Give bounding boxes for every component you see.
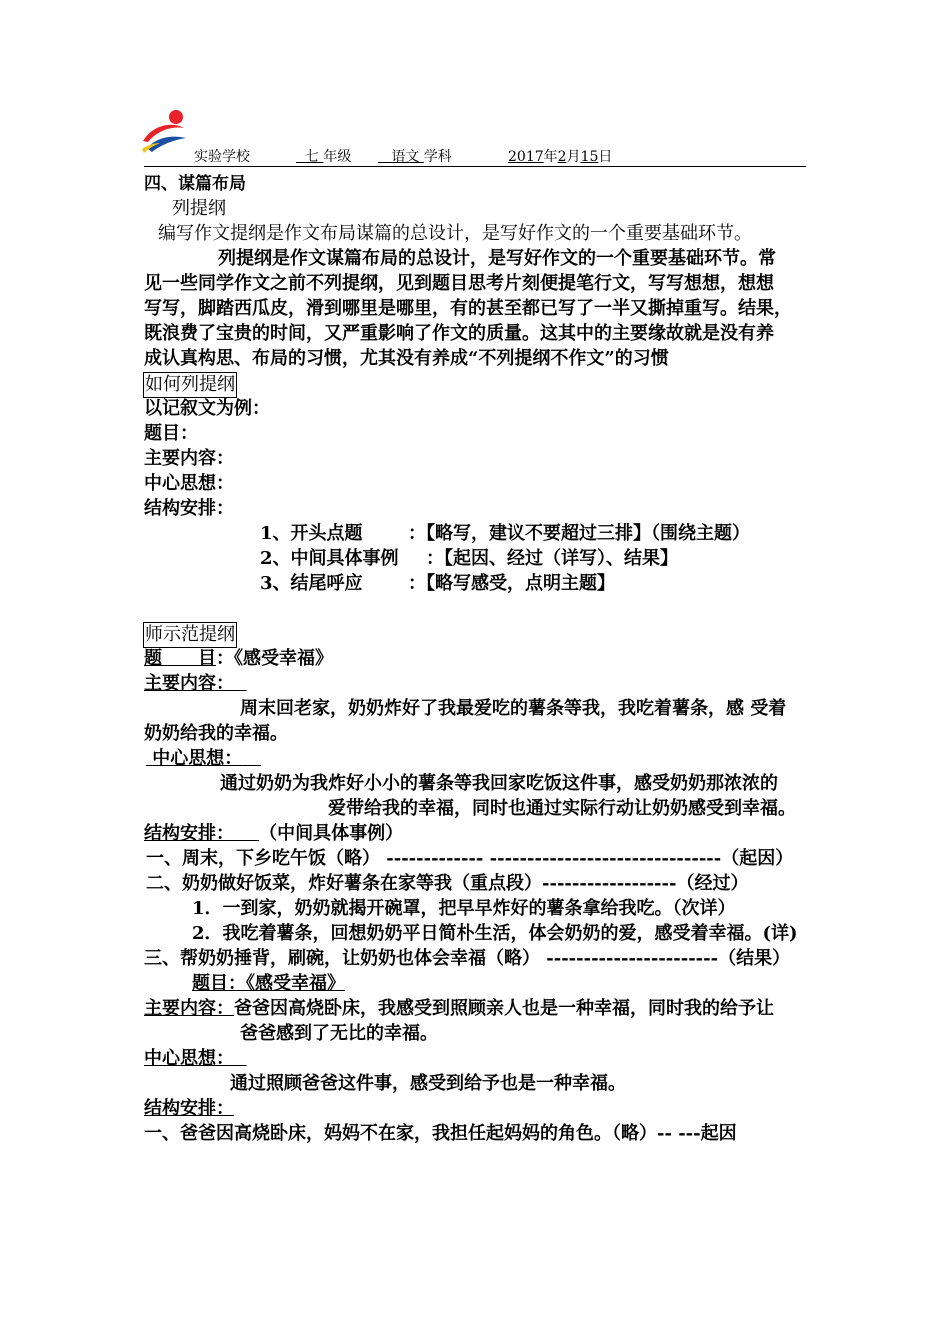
structure-label: 2、中间具体事例 [260, 548, 399, 569]
sample2-step: 一、爸爸因高烧卧床，妈妈不在家，我担任起妈妈的角色。（略）-- ---起因 [144, 1123, 737, 1144]
sample2-content-label: 主要内容： [144, 998, 234, 1019]
header-grade-suffix: 年级 [323, 149, 352, 165]
sample-content-label: 主要内容： [144, 673, 234, 694]
header-subject [378, 148, 452, 166]
header-year: 2017 [508, 149, 544, 165]
sample-title-label: 题 目 [144, 648, 216, 669]
header-day: 15 [580, 149, 599, 165]
header-month: 2 [557, 149, 567, 165]
sample-center-label: 中心思想： [152, 748, 243, 769]
sample-step: 三、帮奶奶捶背，刷碗，让奶奶也体会幸福（略） -----------------------（结果） [144, 948, 791, 969]
sample-step: 一、周末，下乡吃午饭（略） ------------- -------------------------------（起因） [146, 848, 794, 869]
header-month-suffix: 月 [566, 149, 581, 165]
structure-label: 3、结尾呼应 [260, 573, 363, 594]
sample2-content-line: 爸爸因高烧卧床，我感受到照顾亲人也是一种幸福，同时我的给予让 [234, 998, 774, 1019]
sample-box-label: 师示范提纲 [143, 622, 237, 648]
header-rule [144, 166, 806, 167]
header-grade [296, 148, 351, 166]
sample-content-line: 周末回老家，奶奶炸好了我最爱吃的薯条等我，我吃着薯条，感 受着 [240, 698, 787, 719]
para-line: 既浪费了宝贵的时间，又严重影响了作文的质量。这其中的主要缘故就是没有养 [144, 323, 774, 344]
para-line: 成认真构思、布局的习惯，尤其没有养成“不列提纲不作文”的习惯 [144, 348, 669, 369]
sample-title [144, 647, 333, 671]
sample2-title: 题目：《感受幸福》 [192, 973, 345, 994]
sample-substep: 1．一到家，奶奶就揭开碗罩，把早早炸好的薯条拿给我吃。（次详） [192, 898, 736, 919]
howto-example-intro: 以记叙文为例： [144, 398, 270, 419]
sample2-structure-label: 结构安排： [144, 1098, 234, 1119]
structure-desc: ：【起因、经过（详写）、结果】 [426, 548, 678, 569]
header-year-suffix: 年 [543, 149, 558, 165]
sample-content-line: 奶奶给我的幸福。 [144, 723, 288, 744]
howto-field: 题目： [144, 423, 198, 444]
sample-center-line: 通过奶奶为我炸好小小的薯条等我回家吃饭这件事，感受奶奶那浓浓的 [220, 773, 778, 794]
howto-field: 中心思想： [144, 473, 234, 494]
para-line: 写写，脚踏西瓜皮，滑到哪里是哪里，有的甚至都已写了一半又撕掉重写。结果， [144, 298, 792, 319]
header-subject-value: 语文 [391, 149, 420, 165]
section-intro: 编写作文提纲是作文布局谋篇的总设计，是写好作文的一个重要基础环节。 [158, 223, 752, 244]
header-date [508, 148, 612, 166]
sample2-content-line: 爸爸感到了无比的幸福。 [240, 1023, 438, 1044]
structure-desc: ：【略写感受，点明主题】 [408, 573, 615, 594]
header-day-suffix: 日 [598, 149, 613, 165]
sample2-center-label: 中心思想： [144, 1048, 234, 1069]
sample2-content [144, 997, 774, 1021]
school-logo [140, 108, 190, 154]
structure-desc: ：【略写，建议不要超过三排】（围绕主题） [408, 523, 750, 544]
sample2-center-text: 通过照顾爸爸这件事，感受到给予也是一种幸福。 [230, 1073, 626, 1094]
header-grade-num: 七 [304, 149, 319, 165]
structure-label: 1、开头点题 [260, 523, 363, 544]
header-school: 实验学校 [194, 149, 250, 165]
header-subject-suffix: 学科 [423, 149, 452, 165]
section-subtitle: 列提纲 [172, 198, 226, 219]
sample-center-line: 爱带给我的幸福，同时也通过实际行动让奶奶感受到幸福。 [328, 798, 796, 819]
sample-step: 二、奶奶做好饭菜，炸好薯条在家等我（重点段）------------------（经过） [146, 873, 749, 894]
howto-box-label: 如何列提纲 [143, 372, 237, 398]
para-line: 见一些同学作文之前不列提纲，见到题目思考片刻便提笔行文，写写想想，想想 [144, 273, 774, 294]
howto-field: 结构安排： [144, 498, 234, 519]
sample-structure-note: （中间具体事例） [259, 823, 404, 844]
section-title: 四、谋篇布局 [144, 174, 246, 194]
howto-field: 主要内容： [144, 448, 234, 469]
sample-structure-label: 结构安排： （中间具体事例） [144, 823, 404, 844]
sample-substep: 2．我吃着薯条，回想奶奶平日简朴生活，体会奶奶的爱，感受着幸福。(详) [192, 923, 798, 944]
para-line: 列提纲是作文谋篇布局的总设计，是写好作文的一个重要基础环节。常 [218, 248, 776, 269]
sample-title-value: ：《感受幸福》 [216, 648, 333, 669]
